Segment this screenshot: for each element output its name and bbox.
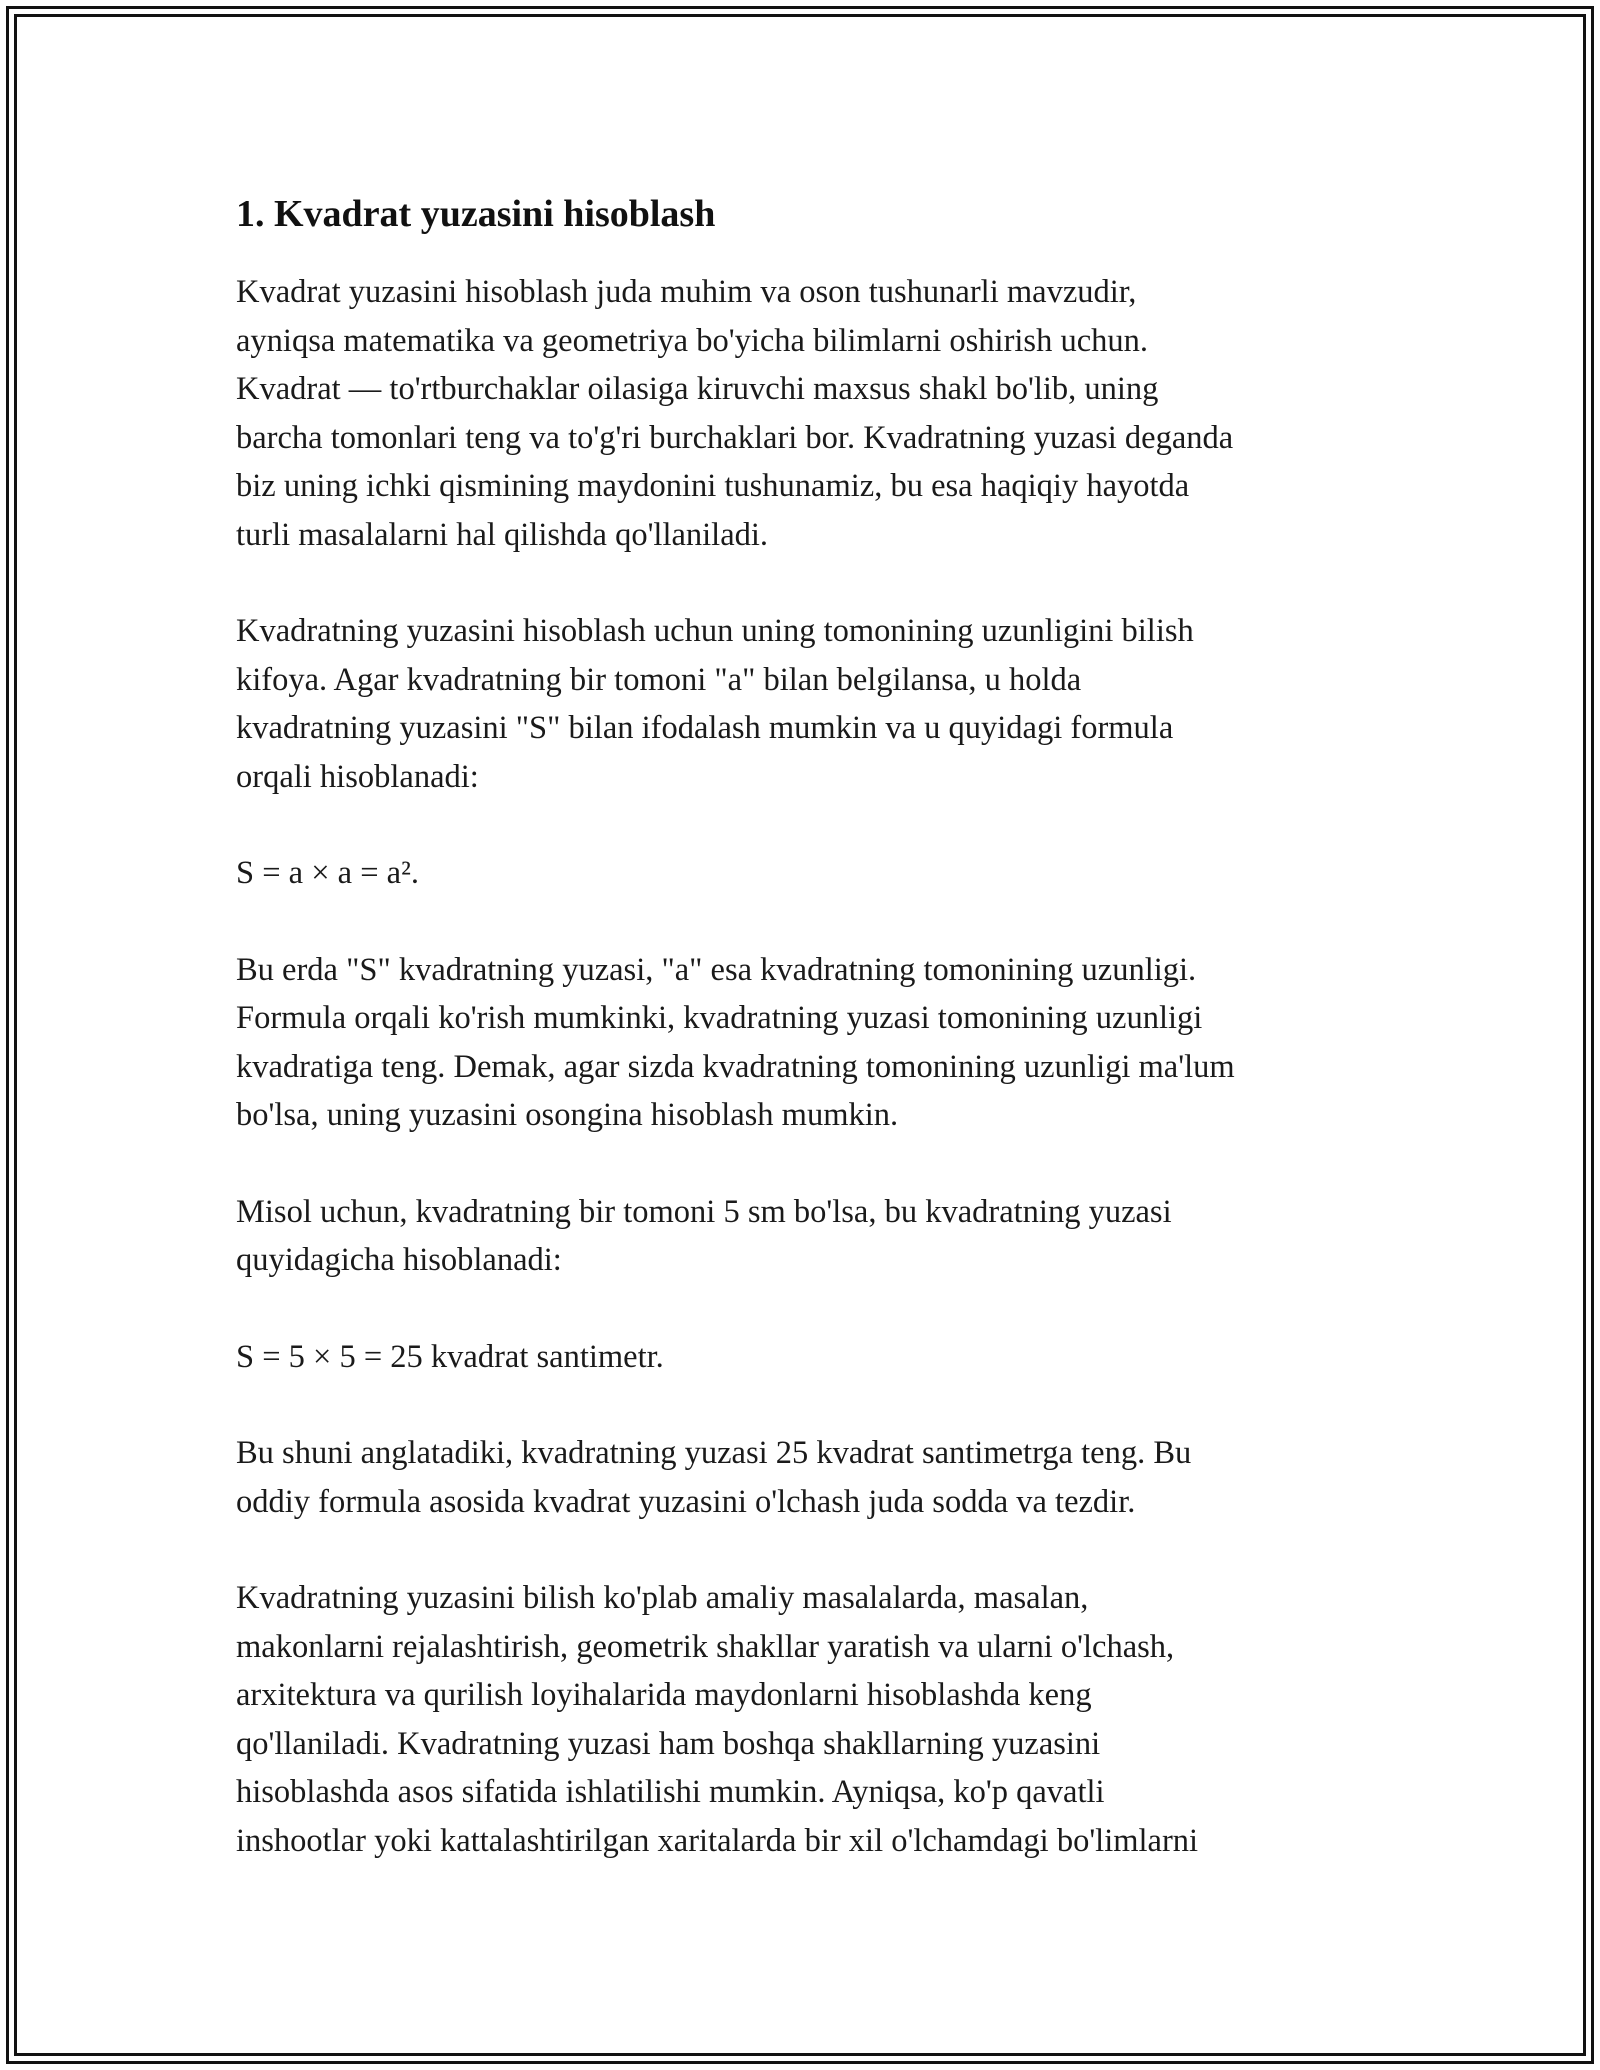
paragraph-formula-intro: Kvadratning yuzasini hisoblash uchun uning tomonining uzunligini bilish kifoya. Agar kvadratning bir tomoni "a" bilan belgilansa, u holda kvadratning yuzasini "S" bilan ifodalash mumkin va u quyidagi formula orqali hisoblanadi: <box>236 613 1194 795</box>
section-heading: 1. Kvadrat yuzasini hisoblash <box>236 193 716 235</box>
paragraph-formula-explanation: Bu erda "S" kvadratning yuzasi, "a" esa kvadratning tomonining uzunligi. Formula orqali ko'rish mumkinki, kvadratning yuzasi tomonining uzunligi kvadratiga teng. Demak, agar sizda kvadratning tomonining uzunligi ma'lum bo'lsa, uning yuzasini osongina hisoblash mumkin. <box>236 951 1235 1133</box>
paragraph-applications: Kvadratning yuzasini bilish ko'plab amaliy masalalarda, masalan, makonlarni rejalashtirish, geometrik shakllar yaratish va ularni o'lchash, arxitektura va qurilish loyihalarida maydonlarni hisoblashda keng qo'llaniladi. Kvadratning yuzasi ham boshqa shakllarning yuzasini hisoblashda asos sifatida ishlatilishi mumkin. Ayniqsa, ko'p qavatli inshootlar yoki kattalashtirilgan xaritalarda bir xil o'lchamdagi bo'limlarni <box>236 1580 1199 1859</box>
formula-general: S = a × a = a². <box>236 855 419 891</box>
paragraph-example-intro: Misol uchun, kvadratning bir tomoni 5 sm bo'lsa, bu kvadratning yuzasi quyidagicha hisoblanadi: <box>236 1193 1172 1278</box>
paragraph-intro: Kvadrat yuzasini hisoblash juda muhim va oson tushunarli mavzudir, ayniqsa matematika va geometriya bo'yicha bilimlarni oshirish uchun. Kvadrat — to'rtburchaklar oilasiga kiruvchi maxsus shakl bo'lib, uning barcha tomonlari teng va to'g'ri burchaklari bor. Kvadratning yuzasi deganda biz uning ichki qismining maydonini tushunamiz, bu esa haqiqiy hayotda turli masalalarni hal qilishda qo'llaniladi. <box>236 274 1234 553</box>
formula-example: S = 5 × 5 = 25 kvadrat santimetr. <box>236 1338 664 1375</box>
paragraph-example-result: Bu shuni anglatadiki, kvadratning yuzasi 25 kvadrat santimetrga teng. Bu oddiy formula asosida kvadrat yuzasini o'lchash juda sodda va tezdir. <box>236 1435 1192 1520</box>
document-body <box>236 186 1376 1913</box>
